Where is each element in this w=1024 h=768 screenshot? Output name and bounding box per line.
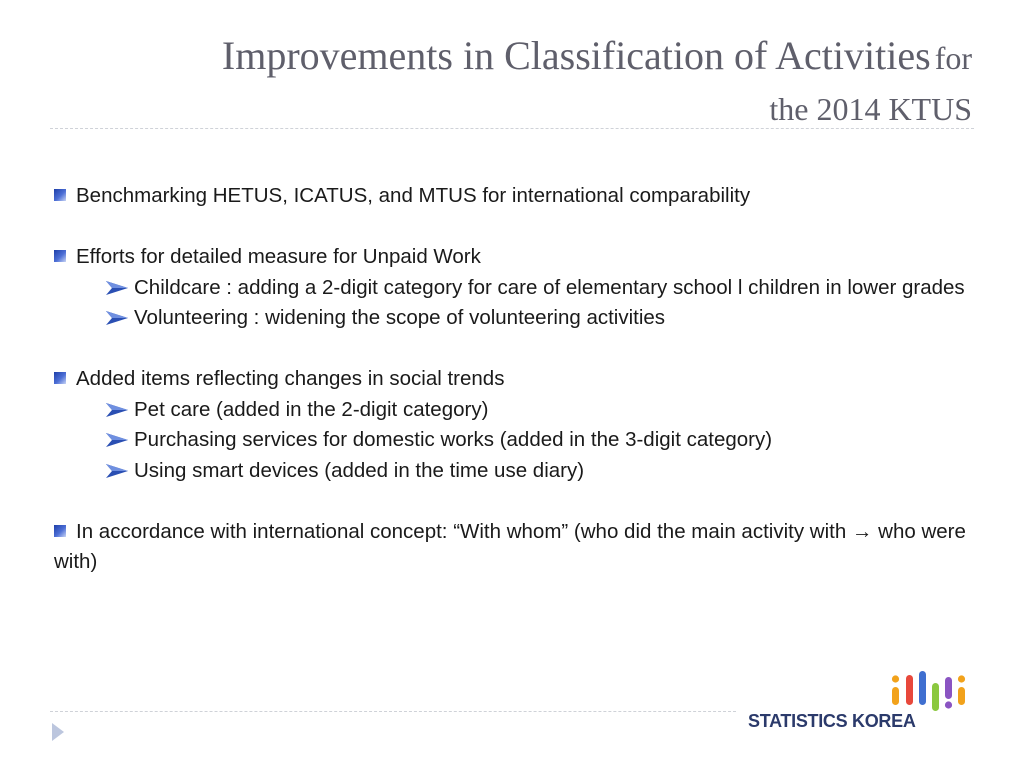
square-bullet-icon [54, 250, 66, 262]
square-bullet-icon [54, 372, 66, 384]
square-bullet-icon [54, 525, 66, 537]
bullet-text: Efforts for detailed measure for Unpaid Work [76, 245, 481, 268]
statistics-korea-logo [746, 665, 976, 745]
square-bullet-icon [54, 189, 66, 201]
footer-divider [50, 711, 736, 712]
slide-title-line2: the 2014 KTUS [769, 91, 972, 127]
arrow-bullet-icon [104, 273, 134, 303]
bullet-text: Benchmarking HETUS, ICATUS, and MTUS for international comparability [76, 184, 751, 207]
right-arrow-icon: → [851, 519, 873, 543]
sub-bullet-text: Using smart devices (added in the time use diary) [134, 458, 585, 482]
sub-bullet-volunteering [54, 303, 974, 334]
sub-bullet-text: Pet care (added in the 2-digit category) [134, 397, 489, 421]
sub-bullet-text: Purchasing services for domestic works (added in the 3-digit category) [134, 428, 773, 451]
slide-title-main: Improvements in Classification of Activities [221, 33, 931, 78]
logo-bars-icon [746, 665, 976, 713]
sub-bullet-text: Volunteering : widening the scope of volunteering activities [134, 306, 666, 329]
title-divider [50, 128, 974, 129]
sub-bullet-text: Childcare : adding a 2-digit category for care of elementary school l children in lower grades [134, 275, 965, 299]
sub-bullet-purchasing-services [54, 425, 974, 456]
sub-bullet-smart-devices [54, 456, 974, 487]
bullet-with-whom [54, 517, 974, 578]
bullet-added-items [54, 364, 974, 395]
slide-title-for: for [934, 40, 972, 76]
slide-title [52, 34, 972, 138]
logo-text: STATISTICS KOREA [748, 711, 916, 731]
sub-bullet-pet-care [54, 395, 974, 426]
bullet-text: In accordance with international concept: “With whom” (who did the main activity with [76, 519, 847, 543]
arrow-bullet-icon [104, 456, 134, 486]
arrow-bullet-icon [104, 303, 134, 333]
slide-body [54, 181, 974, 578]
bullet-text: Added items reflecting changes in social trends [76, 367, 505, 390]
next-slide-arrow-icon[interactable] [50, 721, 66, 743]
arrow-bullet-icon [104, 425, 134, 455]
sub-bullet-childcare [54, 273, 974, 304]
arrow-bullet-icon [104, 395, 134, 425]
bullet-benchmarking [54, 181, 974, 212]
bullet-text: who were with) [54, 519, 966, 573]
bullet-unpaid-work [54, 242, 974, 273]
